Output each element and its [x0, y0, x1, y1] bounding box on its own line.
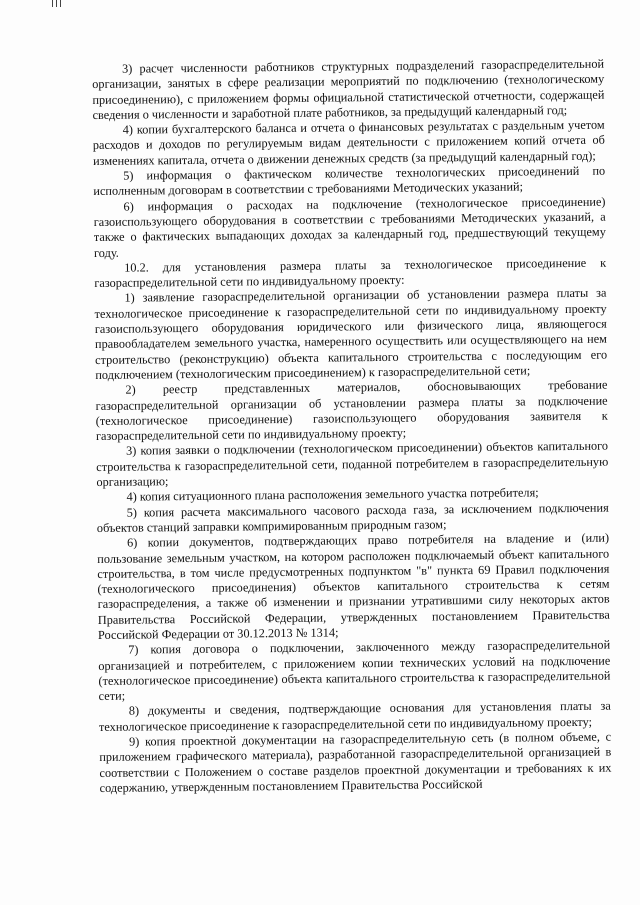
paragraph: 4) копии бухгалтерского баланса и отчета о финансовых результатах с раздельным учетом расходов и доходов по регулируемым видам деятельности с приложением копий отчета об изменениях капитала, отчета о движении денежных средств (за предыдущий календарный год);: [92, 117, 605, 168]
scan-edge-mark: [60, 0, 61, 7]
scan-edge-mark: [52, 0, 53, 7]
document-body: [92, 57, 612, 797]
scan-edge-mark: [56, 0, 57, 7]
paragraph: 4) копия ситуационного плана расположения земельного участка потребителя;: [126, 485, 539, 504]
paragraph: 6) копии документов, подтверждающих право потребителя на владение и (или) пользование земельным участком, на котором расположен подключаемый объект капитального строительства, в том числе предусмотренных подпунктом "в" пункта 69 Правил подключения (технологического присоединения) объектов капитального строительства к сетям газораспределения, а также об изменении и признании утратившими силу некоторых актов Правительства Российской Федерации, утвержденных постановлением Правительства Российской Федерации от 30.12.2013 № 1314;: [97, 530, 610, 642]
paragraph: 3) копия заявки о подключении (технологическом присоединении) объектов капитального строительства к газораспределительной сети, поданной потребителем в газораспределительную организацию;: [96, 439, 609, 489]
paragraph: 1) заявление газораспределительной организации об установлении размера платы за технологическое присоединение к газораспределительной сети по индивидуальному проекту газоиспользующего оборудования юридического или физического лица, являющегося правообладателем земельного участка, намеренного осуществить или осуществляющего на нем строительство (реконструкцию) объекта капитального строительства с последующим его подключением (технологическим присоединением) к газораспределительной сети;: [94, 286, 608, 382]
paragraph: 8) документы и сведения, подтверждающие основания для установления платы за технологическое присоединение к газораспределительной сети по индивидуальному проекту;: [98, 699, 611, 734]
paragraph: 3) расчет численности работников структурных подразделений газораспределительной организации, занятых в сфере реализации мероприятий по подключению (технологическому присоединению), с приложением формы официальной статистической отчетности, содержащей сведения о численности и заработной плате работников, за предыдущий календарный год;: [92, 56, 605, 122]
paragraph: 2) реестр представленных материалов, обосновывающих требование газораспределительной организации об установлении размера платы за подключение (технологическое присоединение) газоиспользующего оборудования заявителя к газораспределительной сети по индивидуальному проекту;: [95, 377, 608, 444]
paragraph: 6) информация о расходах на подключение (технологическое присоединение) газоиспользующего оборудования в соответствии с требованиями Методических указаний, а также о фактических выпадающих доходах за календарный год, предшествующий текущему году.: [93, 194, 606, 260]
paragraph: 5) копия расчета максимального часового расхода газа, за исключением подключения объектов станций заправки компримированным природным газом;: [96, 500, 609, 535]
paragraph: 7) копия договора о подключении, заключенного между газораспределительной организацией и потребителем, с приложением копии технических условий на подключение (технологическое присоединение) объекта капитального строительства к газораспределительной сети;: [98, 637, 611, 704]
paragraph: 10.2. для установления размера платы за технологическое присоединение к газораспределительной сети по индивидуальному проекту:: [94, 255, 607, 291]
paragraph: 9) копия проектной документации на газораспределительную сеть (в полном объеме, с приложением графического материала), разработанной газораспределительной организацией в соответствии с Положением о составе разделов проектной документации и требованиях к их содержанию, утвержденным постановлением Правительства Российской: [99, 729, 612, 795]
paragraph: 5) информация о фактическом количестве технологических присоединений по исполненным договорам в соответствии с требованиями Методических указаний;: [93, 163, 606, 199]
